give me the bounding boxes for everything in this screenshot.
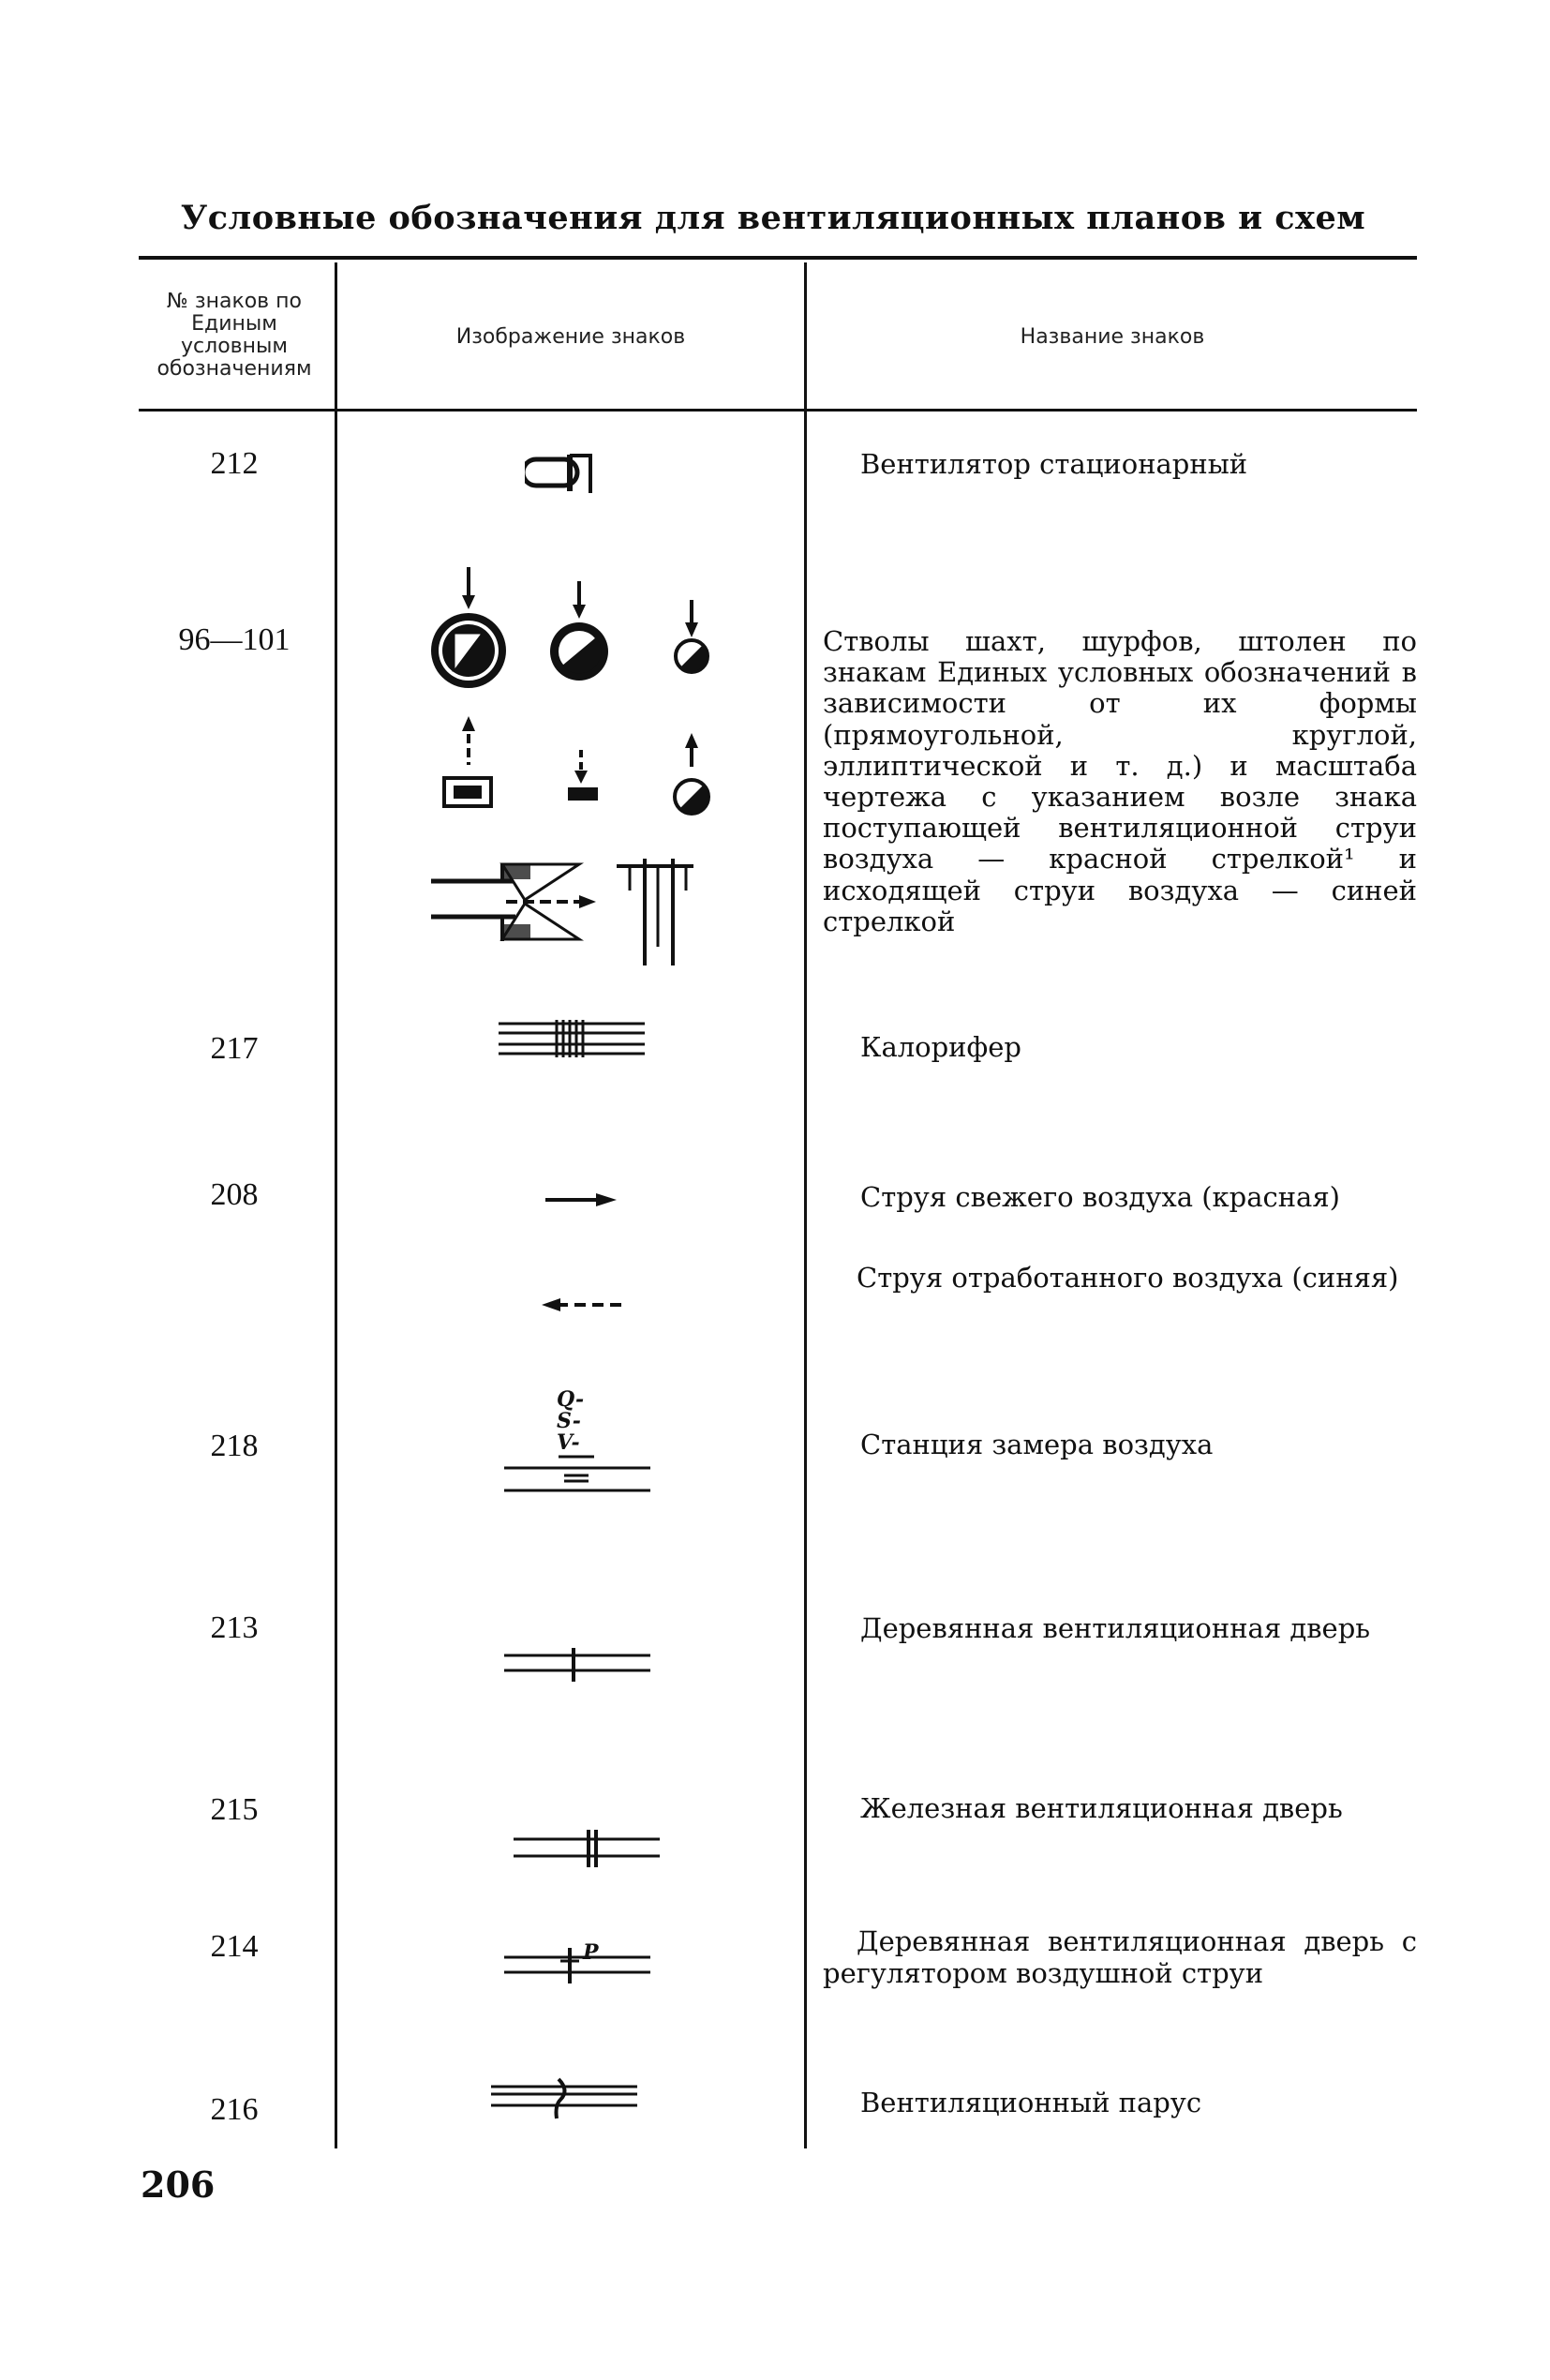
exhaust-air-arrow-icon xyxy=(540,1295,624,1314)
wooden-door-icon xyxy=(502,1646,652,1684)
header-image: Изображение знаков xyxy=(455,325,686,349)
row-number: 218 xyxy=(210,1429,259,1463)
row-number: 96—101 xyxy=(178,622,291,657)
row-name: Железная вентиляционная дверь xyxy=(860,1792,1343,1824)
stationary-fan-icon xyxy=(525,450,600,497)
row-name: Струя свежего воздуха (красная) xyxy=(860,1181,1340,1213)
row-name: Деревянная вентиляционная дверь с регулятором воздушной струи xyxy=(823,1925,1417,1989)
row-name: Деревянная вентиляционная дверь xyxy=(860,1612,1371,1644)
row-number: 214 xyxy=(210,1929,259,1964)
page-number: 206 xyxy=(141,2163,216,2206)
row-name: Калорифер xyxy=(860,1031,1021,1063)
fresh-air-arrow-icon xyxy=(544,1190,619,1209)
header-bottom-rule xyxy=(139,409,1417,412)
air-measuring-labels xyxy=(557,1389,584,1454)
header-name: Название знаков xyxy=(1020,325,1205,349)
row-number: 213 xyxy=(210,1610,259,1645)
row-number: 217 xyxy=(210,1031,259,1066)
row-name: Струя отработанного воздуха (синяя) xyxy=(857,1262,1399,1294)
label-v: V- xyxy=(557,1430,580,1455)
door-with-regulator-icon xyxy=(502,1946,652,1985)
row-name: Станция замера воздуха xyxy=(860,1429,1214,1460)
shaft-symbols-icon xyxy=(412,562,731,965)
air-measuring-station-icon xyxy=(502,1453,652,1500)
top-rule xyxy=(139,256,1417,260)
header-number: № знаков по Единым условным обозначениям xyxy=(156,290,312,381)
heater-icon xyxy=(497,1016,647,1063)
table-title: Условные обозначения для вентиляционных планов и схем xyxy=(180,199,1366,237)
ventilation-sail-icon xyxy=(489,2075,639,2122)
row-name: Стволы шахт, шурфов, штолен по знакам Единых условных обозначений в зависимости от их формы (прямоугольной, круглой, эллиптической и т. д.) и масштаба чертежа с указанием возле знака поступающей вентиляционной струи воздуха — красной стрелкой¹ и исходящей струи воздуха — синей стрелкой xyxy=(823,625,1417,937)
row-number: 215 xyxy=(210,1792,259,1827)
label-s: S- xyxy=(557,1409,581,1433)
label-q: Q- xyxy=(557,1387,585,1412)
row-number: 212 xyxy=(210,446,259,481)
row-name: Вентиляционный парус xyxy=(860,2087,1202,2118)
regulator-label: P xyxy=(583,1940,599,1965)
row-number: 216 xyxy=(210,2092,259,2127)
column-divider-1 xyxy=(335,262,337,2148)
row-name: Вентилятор стационарный xyxy=(860,448,1248,480)
iron-door-icon xyxy=(512,1828,662,1871)
row-number: 208 xyxy=(210,1177,259,1212)
column-divider-2 xyxy=(804,262,807,2148)
